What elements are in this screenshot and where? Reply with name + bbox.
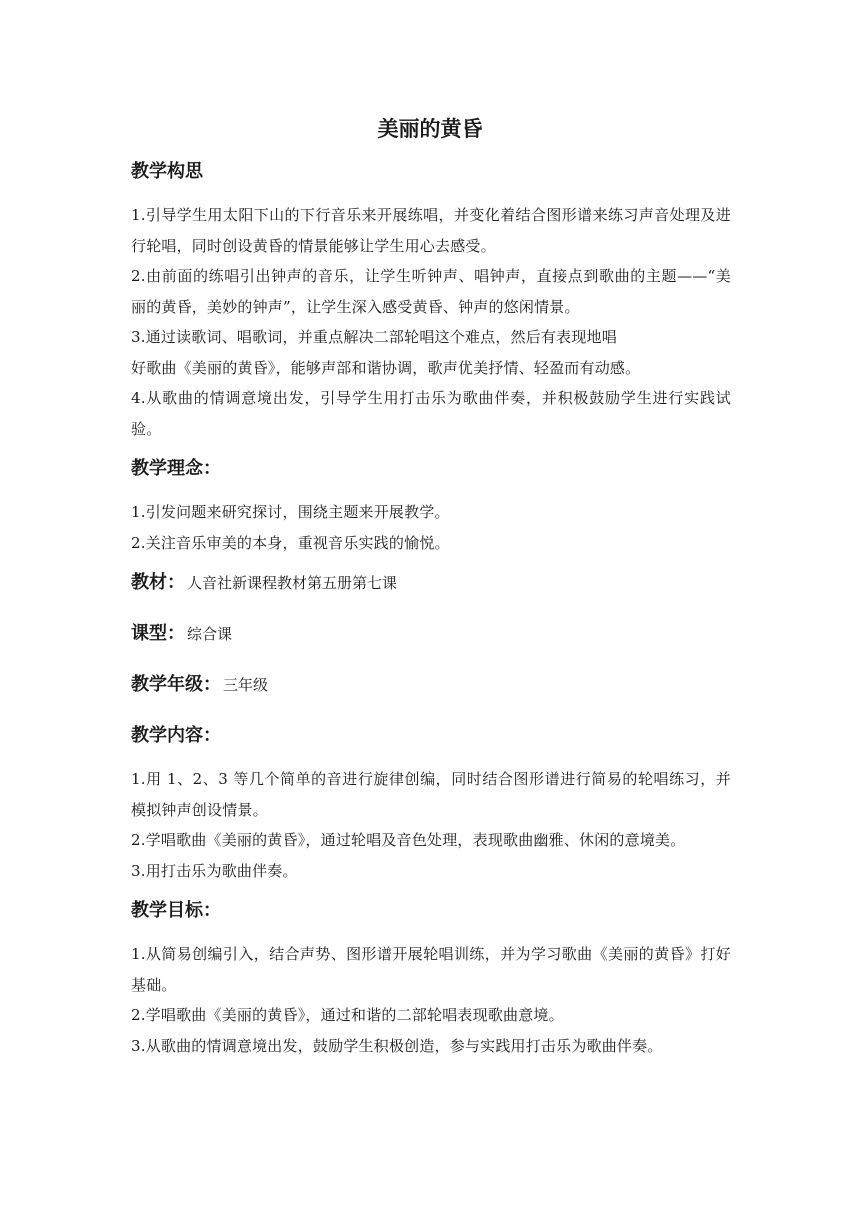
paragraph: 1.引发问题来研究探讨，围绕主题来开展教学。 [131,503,450,521]
grade-value: 三年级 [223,676,269,694]
paragraph: 3.通过读歌词、唱歌词，并重点解决二部轮唱这个难点，然后有表现地唱 [131,328,617,346]
grade-label: 教学年级： [131,674,221,695]
document-body [131,157,731,1061]
paragraph: 好歌曲《美丽的黄昏》，能够声部和谐协调，歌声优美抒情、轻盈而有动感。 [131,358,641,377]
textbook-row [131,568,731,598]
section-objectives [131,896,731,1061]
lesson-type-row [131,619,731,649]
paragraph: 3.从歌曲的情调意境出发，鼓励学生积极创造，参与实践用打击乐为歌曲伴奏。 [131,1036,663,1055]
paragraph: 4.从歌曲的情调意境出发，引导学生用打击乐为歌曲伴奏，并积极鼓励学生进行实践试验。 [131,389,731,438]
section-content [131,721,731,886]
paragraph: 2.学唱歌曲《美丽的黄昏》，通过和谐的二部轮唱表现歌曲意境。 [131,1006,564,1024]
section-heading: 教学目标： [131,900,221,921]
paragraph: 2.关注音乐审美的本身，重视音乐实践的愉悦。 [131,533,450,552]
section-philosophy [131,454,731,558]
lesson-type-label: 课型： [131,623,185,644]
paragraph: 2.由前面的练唱引出钟声的音乐，让学生听钟声、唱钟声，直接点到歌曲的主题——“美丽的黄昏，美妙的钟声”，让学生深入感受黄昏、钟声的悠闲情景。 [131,267,731,316]
paragraph: 1.用 1、2、3 等几个简单的音进行旋律创编，同时结合图形谱进行简易的轮唱练习，并模拟钟声创设情景。 [131,770,731,819]
section-heading: 教学内容： [131,725,221,746]
paragraph: 1.引导学生用太阳下山的下行音乐来开展练唱，并变化着结合图形谱来练习声音处理及进行轮唱，同时创设黄昏的情景能够让学生用心去感受。 [131,206,731,255]
section-heading: 教学理念： [131,458,221,479]
section-heading: 教学构思 [131,161,203,182]
textbook-value: 人音社新课程教材第五册第七课 [187,574,398,592]
paragraph: 2.学唱歌曲《美丽的黄昏》，通过轮唱及音色处理，表现歌曲幽雅、休闲的意境美。 [131,831,686,849]
textbook-label: 教材： [131,572,185,593]
lesson-type-value: 综合课 [187,625,233,643]
paragraph: 1.从简易创编引入，结合声势、图形谱开展轮唱训练，并为学习歌曲《美丽的黄昏》打好基础。 [131,945,731,994]
section-concept [131,157,731,444]
paragraph: 3.用打击乐为歌曲伴奏。 [131,861,298,880]
grade-row [131,670,731,700]
document-title: 美丽的黄昏 [377,117,483,141]
